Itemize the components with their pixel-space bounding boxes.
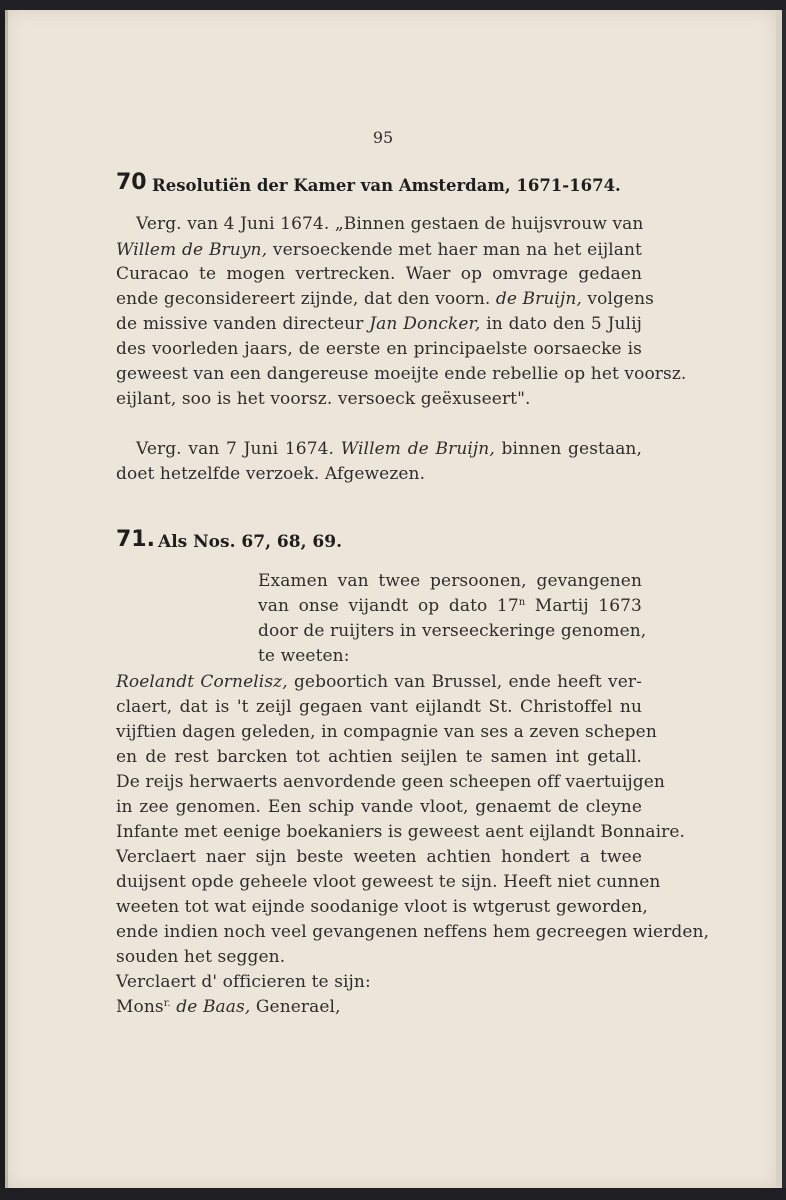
- page-number: 95: [372, 128, 394, 147]
- text-line: weeten tot wat eijnde soodanige vloot is wtgerust geworden,: [116, 897, 648, 917]
- text-line: vijftien dagen geleden, in compagnie van ses a zeven schepen: [116, 722, 657, 742]
- text-line: de missive vanden directeur Jan Doncker, in dato den 5 Julij: [116, 314, 642, 334]
- scan-bottom-border: [0, 1188, 786, 1200]
- italic-name: Roelandt Cornelisz,: [116, 672, 288, 692]
- text-line: in zee genomen. Een schip vande vloot, genaemt de cleyne: [116, 797, 642, 817]
- text-line: Verclaert naer sijn beste weeten achtien hondert a twee: [116, 847, 642, 867]
- text-line: Mons$^{r.}$ de Baas, Generael,: [116, 997, 341, 1017]
- text-line: De reijs herwaerts aenvordende geen scheepen off vaertuijgen: [116, 772, 665, 792]
- text-line: Willem de Bruyn, versoeckende met haer man na het eijlant: [116, 240, 642, 260]
- text-line: claert, dat is 't zeijl gegaen vant eijlandt St. Christoffel nu: [116, 697, 642, 717]
- text-line: ende geconsidereert zijnde, dat den voorn. de Bruijn, volgens: [116, 289, 654, 309]
- section-title-71: Als Nos. 67, 68, 69.: [158, 532, 342, 552]
- text-line: doet hetzelfde verzoek. Afgewezen.: [116, 464, 426, 484]
- text-line: Verg. van 4 Juni 1674. „Binnen gestaen de huijsvrouw van: [136, 214, 644, 234]
- text-line: eijlant, soo is het voorsz. versoeck geëxuseert".: [116, 389, 531, 409]
- italic-name: Jan Doncker,: [369, 314, 481, 334]
- text-line: Examen van twee persoonen, gevangenen: [258, 571, 642, 591]
- section-number-71: 71.: [116, 527, 155, 552]
- text-line: duijsent opde geheele vloot geweest te sijn. Heeft niet cunnen: [116, 872, 661, 892]
- text-line: Verclaert d' officieren te sijn:: [116, 972, 371, 992]
- text-line: souden het seggen.: [116, 947, 286, 967]
- italic-name: de Bruijn,: [495, 289, 582, 309]
- italic-name: Willem de Bruijn,: [340, 439, 495, 459]
- text-line: van onse vijandt op dato 17$^n$ Martij 1673: [258, 596, 642, 616]
- text-line: ende indien noch veel gevangenen neffens hem gecreegen wierden,: [116, 922, 710, 942]
- scan-top-border: [0, 0, 786, 10]
- text-line: Roelandt Cornelisz, geboortich van Brussel, ende heeft ver-: [116, 672, 642, 692]
- text-line: en de rest barcken tot achtien seijlen te samen int getall.: [116, 747, 642, 767]
- text-line: door de ruijters in verseeckeringe genomen,: [258, 621, 647, 641]
- text-line: des voorleden jaars, de eerste en principaelste oorsaecke is: [116, 339, 642, 359]
- italic-name: Willem de Bruyn,: [116, 240, 268, 260]
- section-title-70: Resolutiën der Kamer van Amsterdam, 1671-1674.: [152, 176, 621, 195]
- text-line: Verg. van 7 Juni 1674. Willem de Bruijn, binnen gestaan,: [136, 439, 642, 459]
- page-spine-edge: [5, 10, 8, 1188]
- text-line: geweest van een dangereuse moeijte ende rebellie op het voorsz.: [116, 364, 687, 384]
- scan-right-border: [782, 10, 786, 1188]
- text-line: Infante met eenige boekaniers is geweest aent eijlandt Bonnaire.: [116, 822, 686, 842]
- section-number-70: 70: [116, 170, 147, 195]
- text-line: Curacao te mogen vertrecken. Waer op omvrage gedaen: [116, 264, 642, 284]
- text-line: te weeten:: [258, 646, 350, 666]
- italic-name: de Baas,: [176, 997, 251, 1017]
